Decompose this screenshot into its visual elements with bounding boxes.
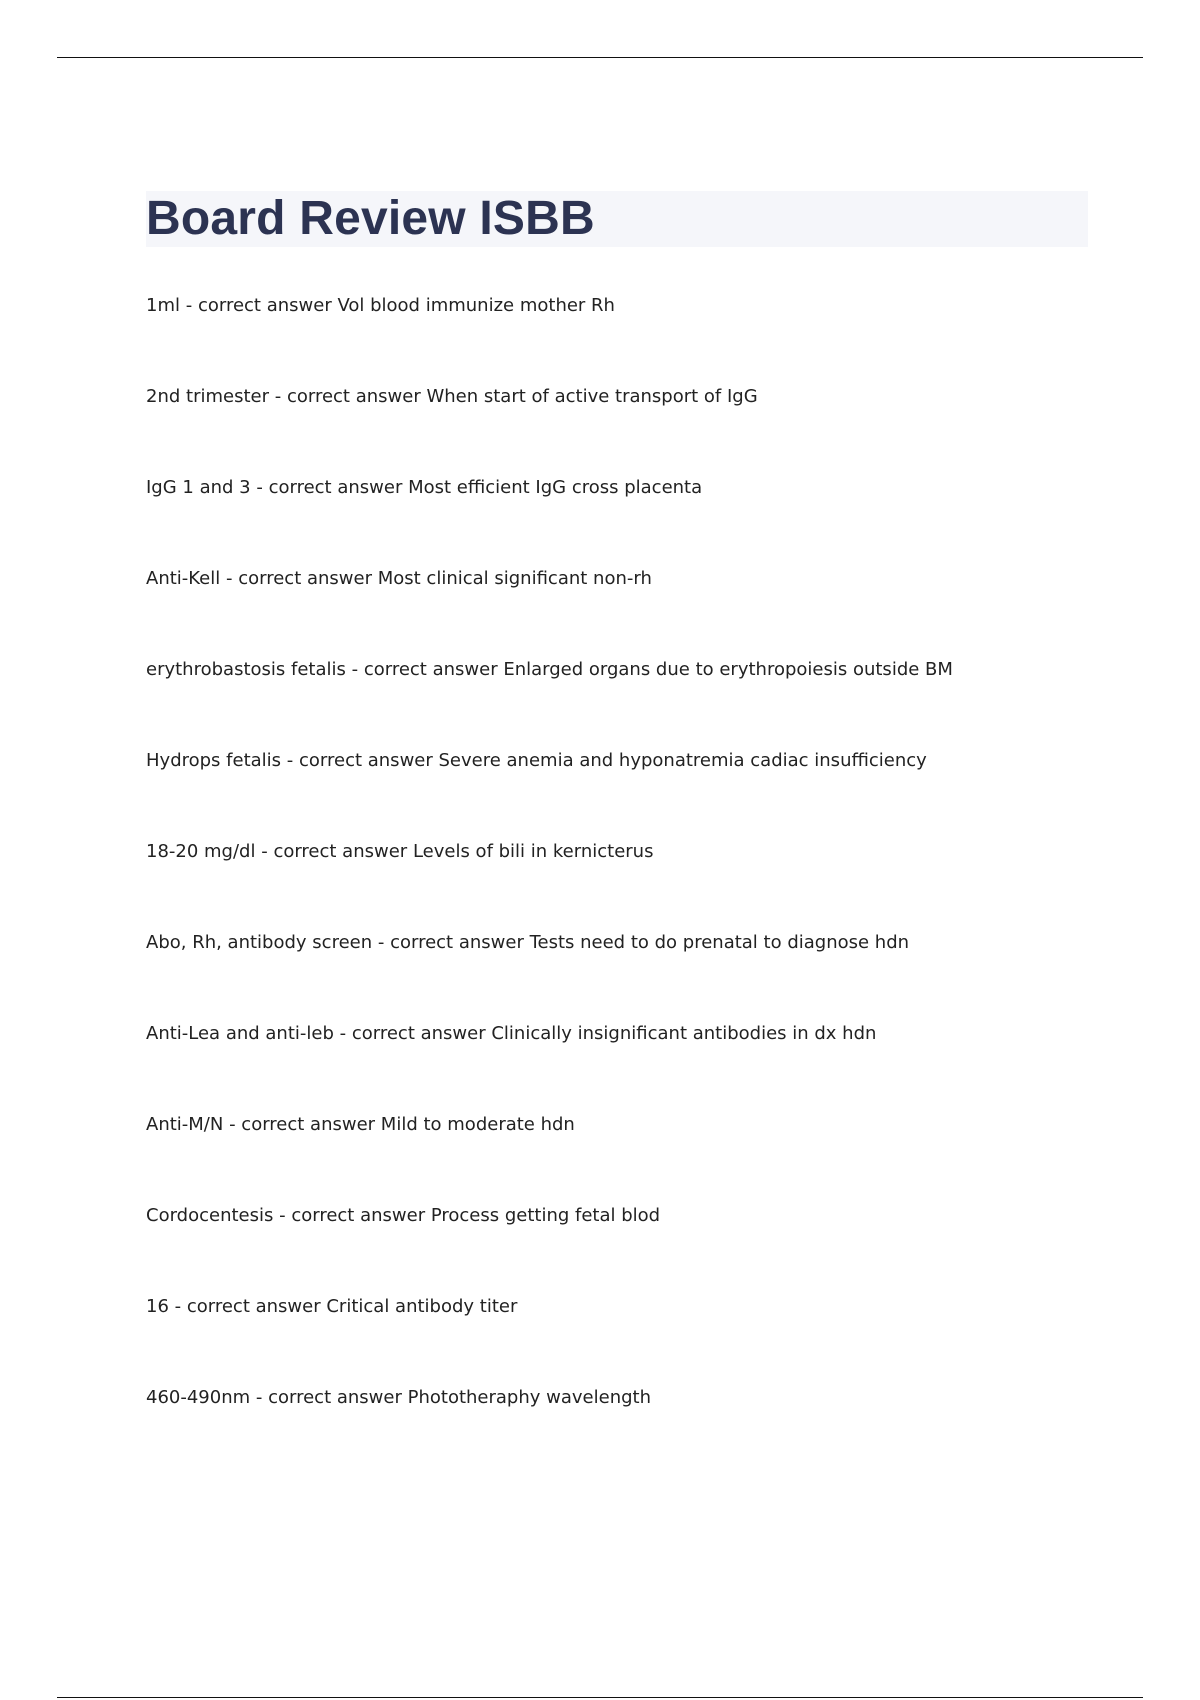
entry-definition: Phototheraphy wavelength: [407, 1387, 651, 1408]
bottom-rule: [57, 1697, 1143, 1698]
entry-term: Anti-M/N: [146, 1114, 224, 1135]
entry-definition: Severe anemia and hyponatremia cadiac insufficiency: [438, 750, 927, 771]
entry-marker: - correct answer: [255, 841, 407, 862]
entry-term: Cordocentesis: [146, 1205, 274, 1226]
entry-term: 1ml: [146, 295, 180, 316]
flashcard-list: [146, 292, 1106, 1475]
entry-term: 460-490nm: [146, 1387, 251, 1408]
entry-definition: Most efficient IgG cross placenta: [408, 477, 703, 498]
entry-marker: - correct answer: [223, 1114, 375, 1135]
list-item: [146, 929, 1106, 1020]
list-item: [146, 656, 1106, 747]
entry-marker: - correct answer: [281, 750, 433, 771]
entry-definition: Tests need to do prenatal to diagnose hdn: [529, 932, 910, 953]
entry-marker: - correct answer: [273, 1205, 425, 1226]
entry-term: erythrobastosis fetalis: [146, 659, 346, 680]
entry-definition: Vol blood immunize mother Rh: [337, 295, 615, 316]
list-item: [146, 1293, 1106, 1384]
entry-marker: - correct answer: [334, 1023, 486, 1044]
list-item: [146, 1111, 1106, 1202]
entry-marker: - correct answer: [346, 659, 498, 680]
entry-definition: Process getting fetal blod: [430, 1205, 661, 1226]
list-item: [146, 747, 1106, 838]
entry-definition: Critical antibody titer: [326, 1296, 518, 1317]
list-item: [146, 292, 1106, 383]
entry-term: 16: [146, 1296, 169, 1317]
entry-marker: - correct answer: [372, 932, 524, 953]
entry-term: Hydrops fetalis: [146, 750, 282, 771]
list-item: [146, 1202, 1106, 1293]
entry-definition: Mild to moderate hdn: [380, 1114, 575, 1135]
entry-marker: - correct answer: [220, 568, 372, 589]
entry-marker: - correct answer: [180, 295, 332, 316]
document-title: Board Review ISBB: [146, 192, 595, 245]
entry-definition: Levels of bili in kernicterus: [412, 841, 654, 862]
entry-term: 18-20 mg/dl: [146, 841, 256, 862]
list-item: [146, 565, 1106, 656]
entry-definition: Most clinical significant non-rh: [377, 568, 652, 589]
entry-term: Abo, Rh, antibody screen: [146, 932, 373, 953]
entry-term: IgG 1 and 3: [146, 477, 251, 498]
top-rule: [57, 57, 1143, 58]
list-item: [146, 474, 1106, 565]
entry-definition: When start of active transport of IgG: [426, 386, 758, 407]
entry-term: 2nd trimester: [146, 386, 269, 407]
entry-term: Anti-Kell: [146, 568, 221, 589]
entry-marker: - correct answer: [251, 477, 403, 498]
entry-definition: Clinically insignificant antibodies in dx hdn: [491, 1023, 877, 1044]
list-item: [146, 383, 1106, 474]
list-item: [146, 1020, 1106, 1111]
entry-marker: - correct answer: [269, 386, 421, 407]
entry-marker: - correct answer: [250, 1387, 402, 1408]
list-item: [146, 1384, 1106, 1475]
entry-marker: - correct answer: [169, 1296, 321, 1317]
list-item: [146, 838, 1106, 929]
entry-term: Anti-Lea and anti-leb: [146, 1023, 334, 1044]
entry-definition: Enlarged organs due to erythropoiesis outside BM: [503, 659, 953, 680]
